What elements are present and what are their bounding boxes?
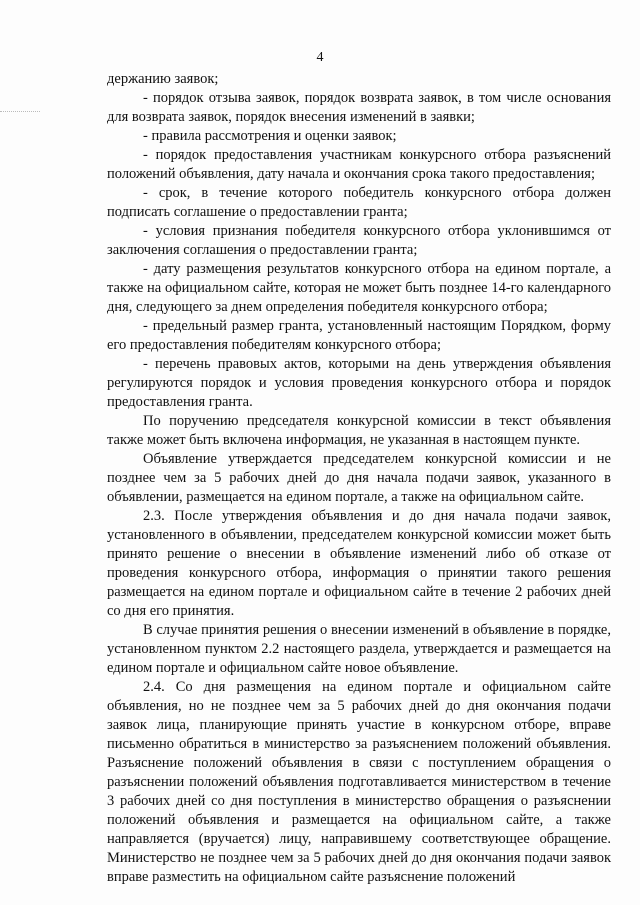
paragraph: По поручению председателя конкурсной комиссии в текст объявления также может быть включена информация, не указанная в настоящем пункте. — [107, 413, 611, 448]
list-item: - перечень правовых актов, которыми на день утверждения объявления регулируются порядок и условия проведения конкурсного отбора и порядок предоставления гранта. — [107, 356, 611, 410]
page-number: 4 — [316, 50, 324, 65]
body-text — [107, 70, 611, 887]
list-item: - условия признания победителя конкурсного отбора уклонившимся от заключения соглашения о предоставлении гранта; — [107, 223, 611, 258]
list-item: - предельный размер гранта, установленный настоящим Порядком, форму его предоставления победителям конкурсного отбора; — [107, 318, 611, 353]
paragraph: 2.4. Со дня размещения на едином портале и официальном сайте объявления, но не позднее чем за 5 рабочих дней до дня окончания подачи заявок лица, планирующие принять участие в конкурсном отборе, вправе письменно обратиться в министерство за разъяснением положений объявления. Разъяснение положений объявления в связи с поступлением обращения о разъяснении положений объявления подготавливается министерством в течение 3 рабочих дней со дня поступления в министерство обращения о разъяснении положений объявления и размещается на официальном сайте, а также направляется (вручается) лицу, направившему соответствующее обращение. Министерство не позднее чем за 5 рабочих дней до дня окончания подачи заявок вправе разместить на официальном сайте разъяснение положений — [107, 679, 611, 885]
paragraph: В случае принятия решения о внесении изменений в объявление в порядке, установленном пунктом 2.2 настоящего раздела, утверждается и размещается на едином портале и официальном сайте новое объявление. — [107, 622, 611, 676]
list-item: - порядок отзыва заявок, порядок возврата заявок, в том числе основания для возврата заявок, порядок внесения изменений в заявки; — [107, 90, 611, 125]
paragraph: держанию заявок; — [107, 71, 219, 87]
scan-artifact — [0, 111, 40, 115]
list-item: - дату размещения результатов конкурсного отбора на едином портале, а также на официальном сайте, которая не может быть позднее 14-го календарного дня, следующего за днем определения победителя конкурсного отбора; — [107, 261, 611, 315]
list-item: - порядок предоставления участникам конкурсного отбора разъяснений положений объявления, дату начала и окончания срока такого предоставления; — [107, 147, 611, 182]
list-item: - правила рассмотрения и оценки заявок; — [143, 128, 397, 144]
paragraph: Объявление утверждается председателем конкурсной комиссии и не позднее чем за 5 рабочих дней до дня начала подачи заявок, указанного в объявлении, размещается на едином портале, а также на официальном сайте. — [107, 451, 611, 505]
paragraph: 2.3. После утверждения объявления и до дня начала подачи заявок, установленного в объявлении, председателем конкурсной комиссии может быть принято решение о внесении в объявление изменений либо об отказе от проведения конкурсного отбора, информация о принятии такого решения размещается на едином портале и официальном сайте в течение 2 рабочих дней со дня его принятия. — [107, 508, 611, 619]
list-item: - срок, в течение которого победитель конкурсного отбора должен подписать соглашение о предоставлении гранта; — [107, 185, 611, 220]
